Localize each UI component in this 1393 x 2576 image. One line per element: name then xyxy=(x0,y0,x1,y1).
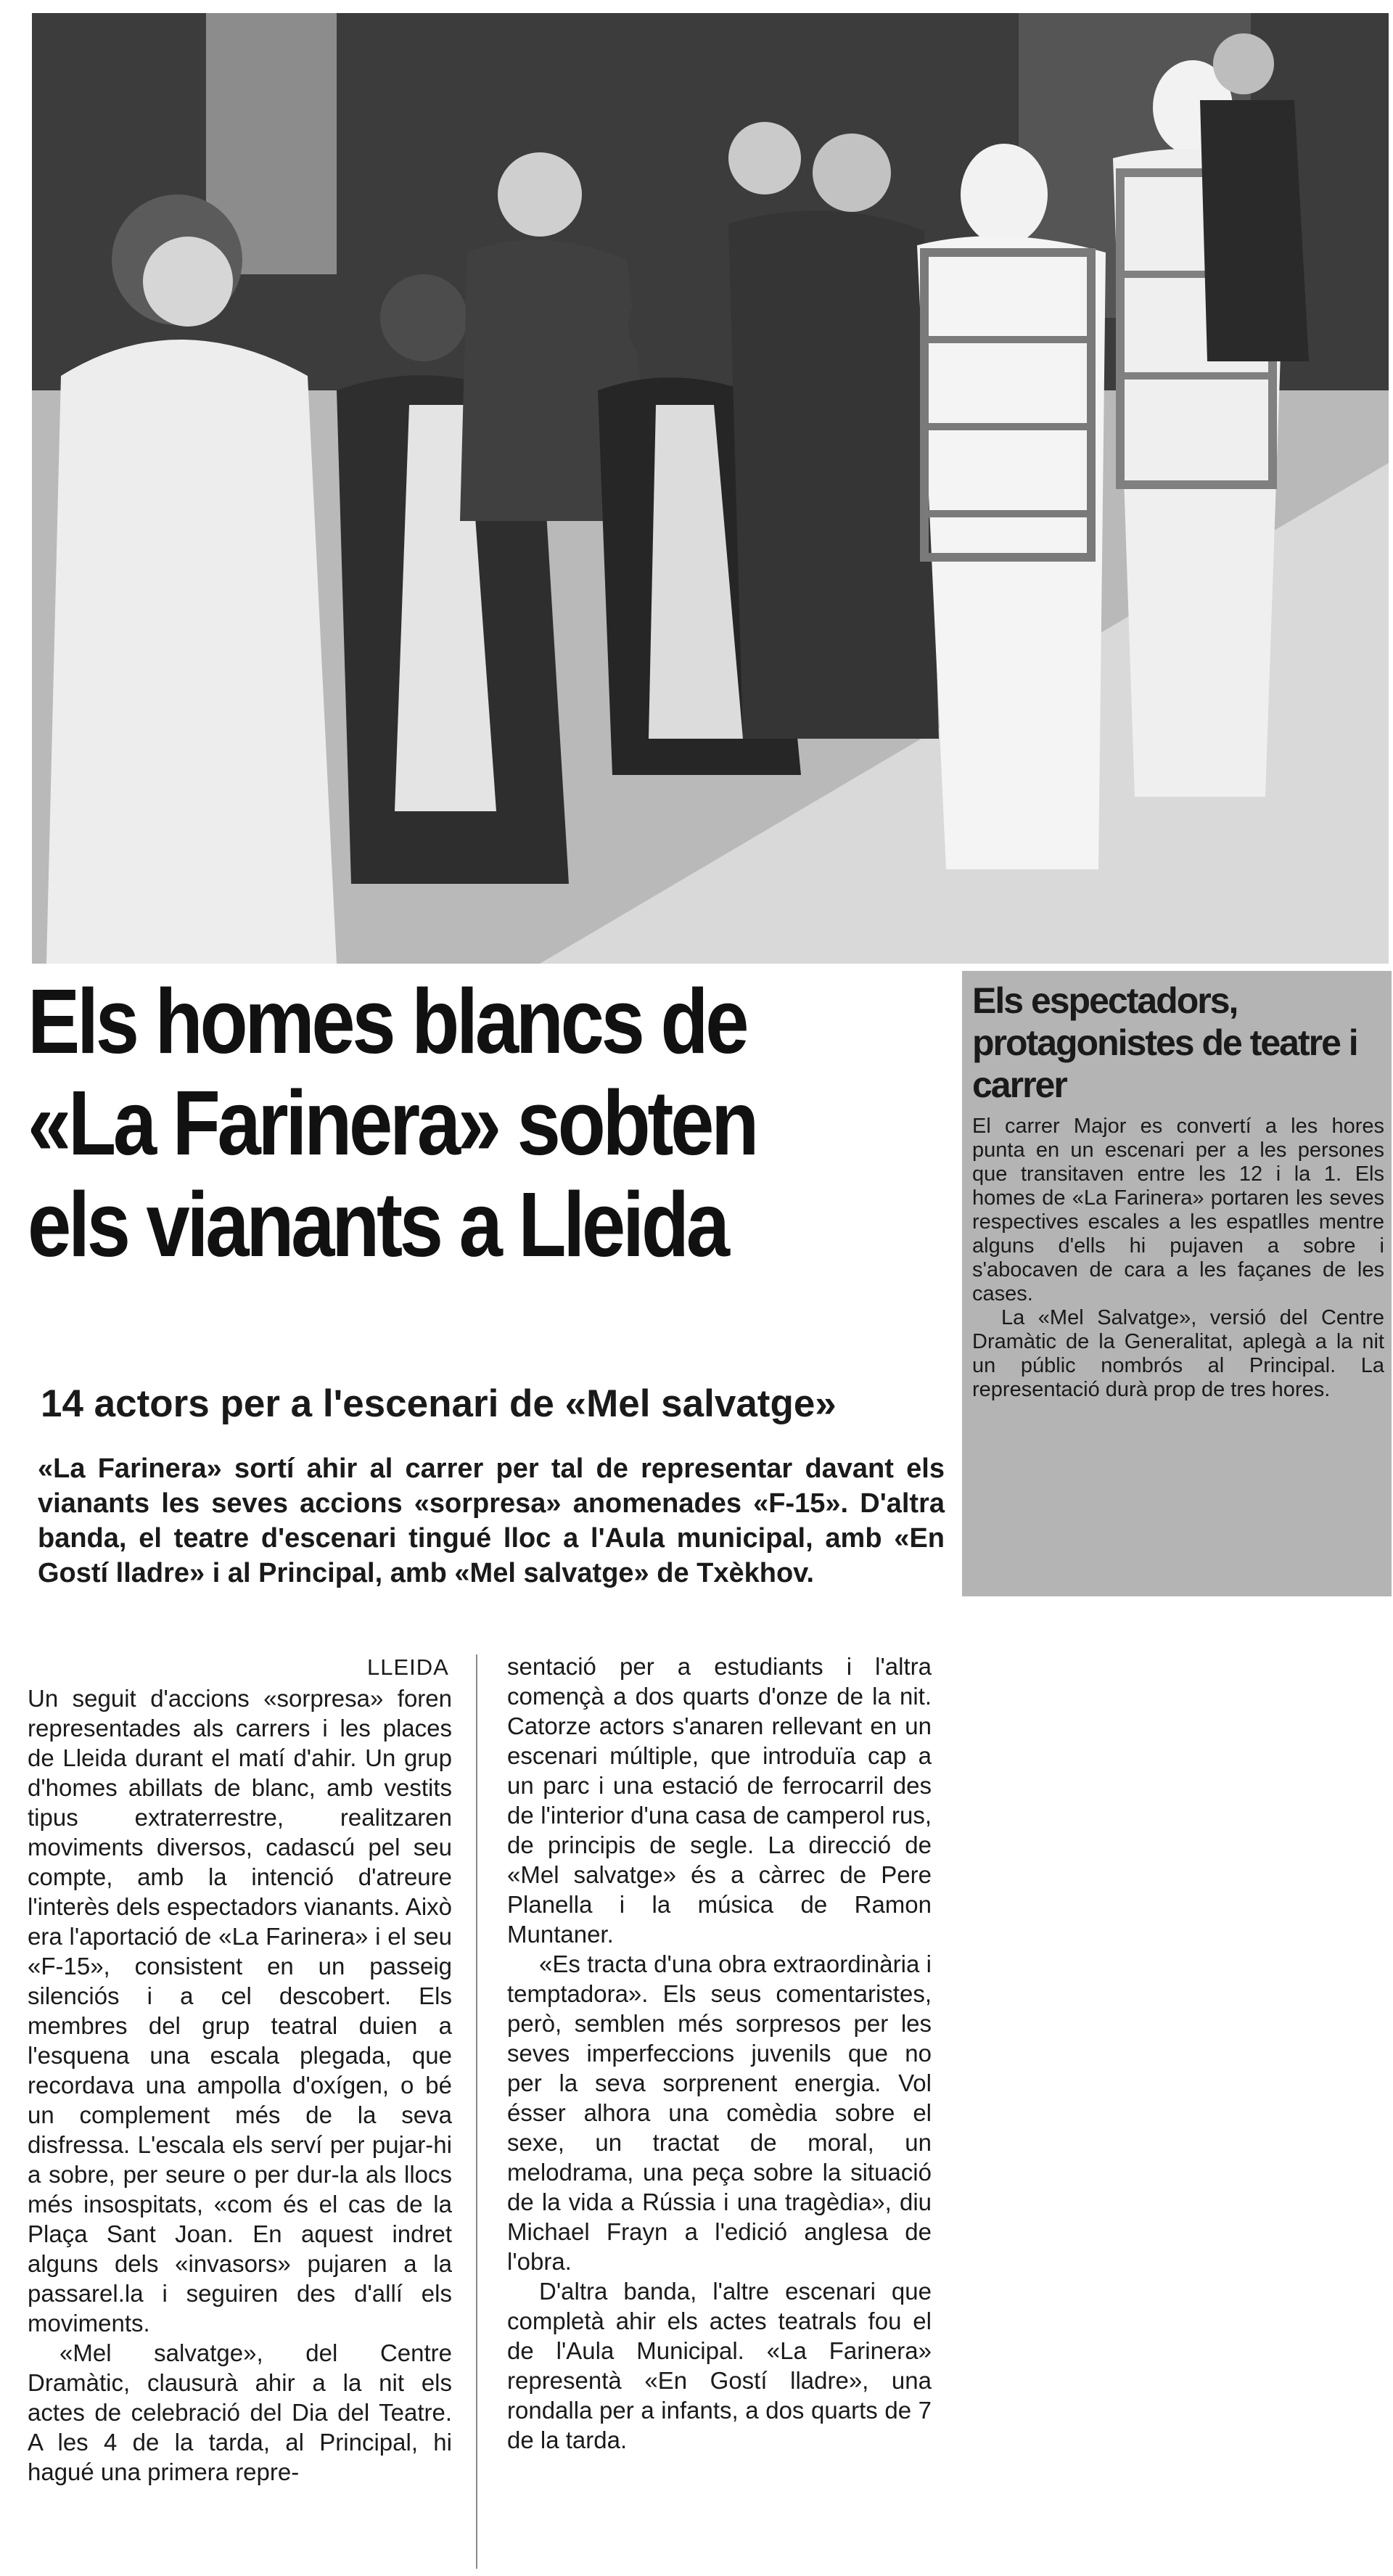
column-divider xyxy=(476,1654,477,2569)
person-face xyxy=(143,237,233,327)
body-column-left xyxy=(28,1652,452,2487)
person-face xyxy=(728,122,801,194)
street-photo xyxy=(32,13,1389,964)
headline: Els homes blancs de «La Farinera» sobten els vianants a Lleida xyxy=(28,970,757,1276)
body-paragraph: sentació per a estudiants i l'altra començà a dos quarts d'onze de la nit. Catorze actors s'anaren rellevant en un escenari múltiple, que introduïa cap a un parc i una estació de ferrocarril des de l'interior d'una casa de camperol rus, de principis de segle. La direcció de «Mel salvatge» és a càrrec de Pere Planella i la música de Ramon Muntaner. xyxy=(507,1653,932,1948)
dateline: LLEIDA xyxy=(367,1654,449,1680)
body-paragraph: Un seguit d'accions «sorpresa» foren representades als carrers i les places de Lleida durant el matí d'ahir. Un grup d'homes abillats de blanc, amb vestits tipus extraterrestre, realitzaren moviments diversos, cadascú pel seu compte, amb la intenció d'atreure l'interès dels espectadors vianants. Això era l'aportació de «La Farinera» i el seu «F-15», consistent en un passeig silenciós i a cel descobert. Els membres del grup teatral duien a l'esquena una escala plegada, que recordava una ampolla d'oxígen, o bé un complement més de la seva disfressa. L'escala els serví per pujar-hi a sobre, per seure o per dur-la als llocs més insospitats, «com és el cas de la Plaça Sant Joan. En aquest indret alguns dels «invasors» pujaren a la passarel.la i seguiren des d'allí els moviments. xyxy=(28,1685,452,2337)
subtitle: 14 actors per a l'escenari de «Mel salvatge» xyxy=(41,1382,837,1425)
body-paragraph: D'altra banda, l'altre escenari que completà ahir els actes teatrals fou el de l'Aula Municipal. «La Farinera» representà «En Gostí lladre», una rondalla per a infants, a dos quarts de 7 de la tarda. xyxy=(507,2278,932,2453)
newspaper-clipping xyxy=(12,7,1384,2565)
white-man-hood xyxy=(961,144,1048,245)
person-face xyxy=(813,134,891,212)
sidebar-box xyxy=(962,971,1392,1596)
person-face xyxy=(1213,33,1274,94)
person-coat-dark xyxy=(1200,100,1309,361)
white-man-suit xyxy=(917,236,1106,869)
person-coat-dark xyxy=(728,210,939,739)
street-photo-illustration xyxy=(32,13,1389,964)
body-column-right xyxy=(507,1652,932,2455)
person-coat-white xyxy=(46,340,337,964)
person-hair xyxy=(380,274,467,361)
sidebar-paragraph: La «Mel Salvatge», versió del Centre Dramàtic de la Generalitat, aplegà a la nit un públic nombrós al Principal. La representació durà prop de tres hores. xyxy=(972,1306,1384,1401)
person-hair xyxy=(628,283,712,367)
lead-paragraph: «La Farinera» sortí ahir al carrer per tal de representar davant els vianants les seves accions «sorpresa» anomenades «F-15». D'altra banda, el teatre d'escenari tingué lloc a l'Aula municipal, amb «En Gostí lladre» i al Principal, amb «Mel salvatge» de Txèkhov. xyxy=(38,1453,945,1588)
sidebar-title: Els espectadors, protagonistes de teatre i carrer xyxy=(972,980,1357,1105)
person-face xyxy=(498,152,582,237)
sidebar-paragraph: El carrer Major es convertí a les hores punta en un escenari per a les persones que transitaven entre les 12 i la 1. Els homes de «La Farinera» portaren les seves respectives escales a les espatlles mentre alguns d'ells hi pujaven a sobre i s'abocaven de cara a les façanes de les cases. xyxy=(972,1115,1384,1305)
body-paragraph: «Mel salvatge», del Centre Dramàtic, clausurà ahir a la nit els actes de celebració del Dia del Teatre. A les 4 de la tarda, al Principal, hi hagué una primera repre- xyxy=(28,2339,452,2485)
body-paragraph: «Es tracta d'una obra extraordinària i temptadora». Els seus comentaristes, però, semblen més sorpresos per les seves imperfeccions juvenils que no per la seva sorprenent energia. Vol ésser alhora una comèdia sobre el sexe, un tractat de moral, un melodrama, una peça sobre la situació de la vida a Rússia i una tragèdia», diu Michael Frayn a l'edició anglesa de l'obra. xyxy=(507,1951,932,2275)
